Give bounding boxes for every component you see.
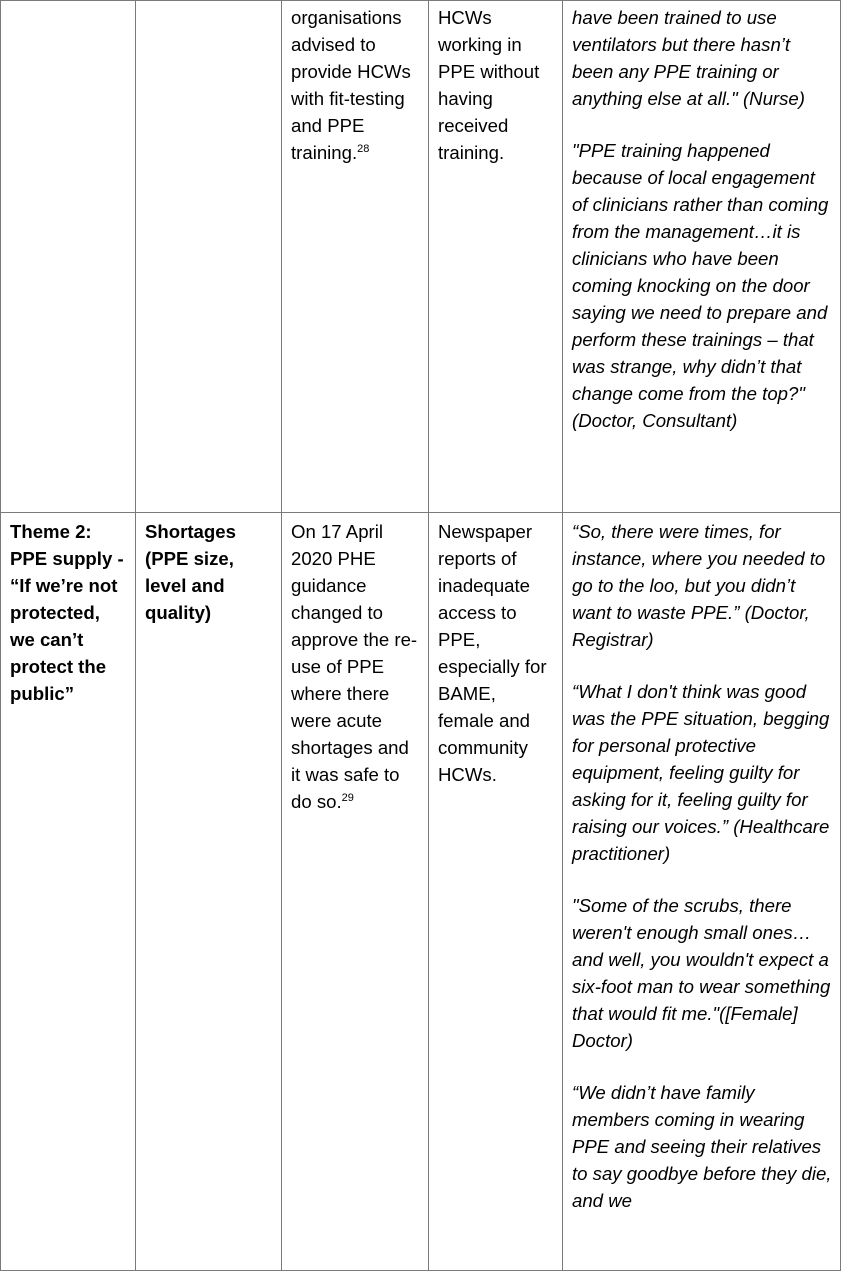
reports-text: HCWs working in PPE without having received training. — [438, 7, 540, 163]
reports-cell — [429, 513, 563, 1271]
guidance-cell — [282, 1, 429, 513]
guidance-cell — [282, 513, 429, 1271]
category-cell — [136, 513, 282, 1271]
quotes-cell — [563, 513, 841, 1271]
guidance-text: organisations advised to provide HCWs with fit-testing and PPE training. — [291, 7, 411, 163]
participant-quote: “We didn’t have family members coming in wearing PPE and seeing their relatives to say goodbye before they die, and we — [572, 1082, 832, 1211]
participant-quote: “So, there were times, for instance, where you needed to go to the loo, but you didn’t want to waste PPE.” (Doctor, Registrar) — [572, 521, 826, 650]
category-cell — [136, 1, 282, 513]
quotes-cell — [563, 1, 841, 513]
reports-cell — [429, 1, 563, 513]
theme-title: Theme 2: PPE supply - — [10, 521, 124, 569]
table-row — [1, 1, 841, 513]
theme-subtitle: “If we’re not protected, we can’t protect the public” — [10, 575, 118, 704]
theme-cell — [1, 513, 136, 1271]
guidance-reference: 29 — [341, 791, 354, 804]
theme-cell — [1, 1, 136, 513]
reports-text: Newspaper reports of inadequate access to PPE, especially for BAME, female and community HCWs. — [438, 521, 547, 785]
participant-quote: "PPE training happened because of local engagement of clinicians rather than coming from the management…it is clinicians who have been coming knocking on the door saying we need to prepare and perform these trainings – that was strange, why didn’t that change come from the top?" (Doctor, Consultant) — [572, 140, 829, 431]
participant-quote: “What I don't think was good was the PPE situation, begging for personal protective equipment, feeling guilty for asking for it, feeling guilty for raising our voices.” (Healthcare practitioner) — [572, 681, 830, 864]
guidance-reference: 28 — [357, 142, 370, 155]
participant-quote: have been trained to use ventilators but there hasn’t been any PPE training or anything else at all." (Nurse) — [572, 7, 805, 109]
participant-quote: "Some of the scrubs, there weren't enough small ones…and well, you wouldn't expect a six-foot man to wear something that would fit me."([Female] Doctor) — [572, 895, 831, 1051]
category-text: Shortages (PPE size, level and quality) — [145, 521, 236, 623]
table-row — [1, 513, 841, 1271]
guidance-text: On 17 April 2020 PHE guidance changed to approve the re-use of PPE where there were acute shortages and it was safe to do so. — [291, 521, 418, 812]
